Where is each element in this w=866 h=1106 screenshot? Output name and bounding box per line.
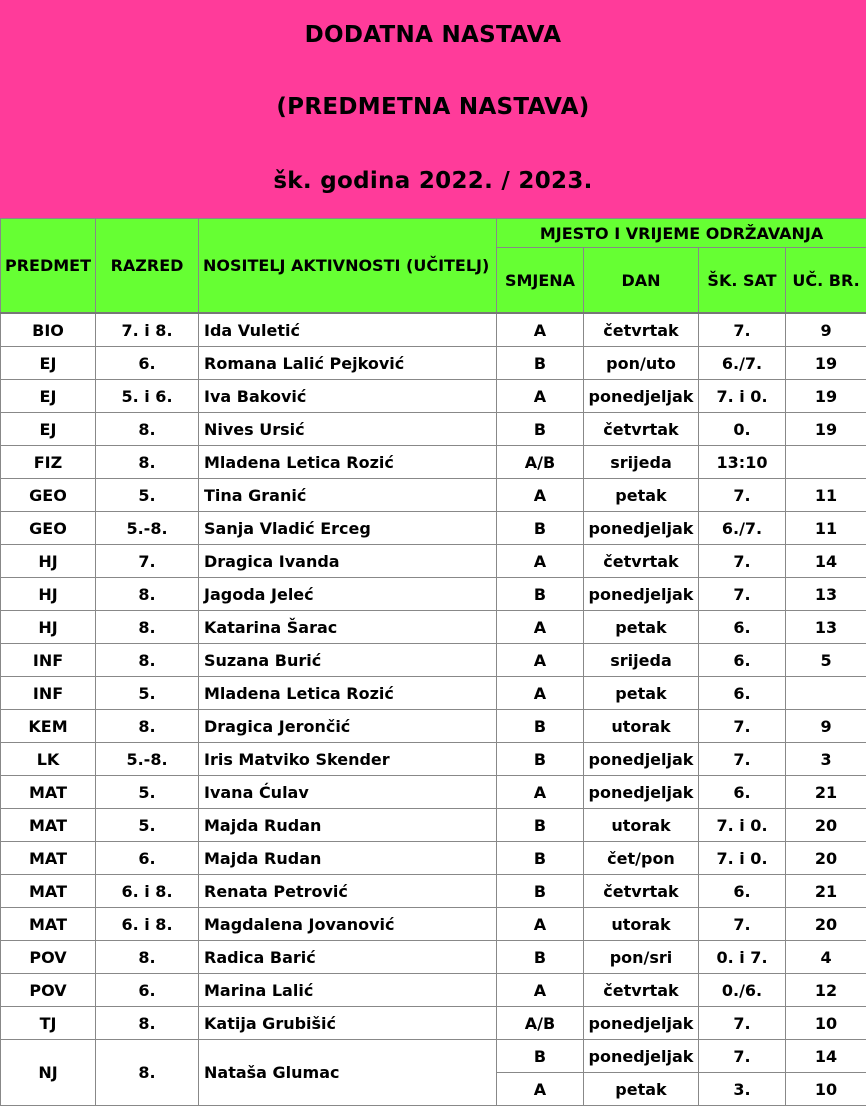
cell-smjena: A	[497, 313, 584, 347]
cell-ucbr: 10	[786, 1007, 866, 1040]
cell-nositelj: Mladena Letica Rozić	[199, 677, 497, 710]
cell-smjena: B	[497, 413, 584, 446]
cell-dan: srijeda	[584, 644, 699, 677]
cell-smjena: A/B	[497, 1007, 584, 1040]
cell-ucbr: 11	[786, 512, 866, 545]
cell-smjena: A	[497, 611, 584, 644]
cell-ucbr: 20	[786, 809, 866, 842]
cell-ucbr: 20	[786, 908, 866, 941]
cell-dan: ponedjeljak	[584, 380, 699, 413]
cell-ucbr: 13	[786, 578, 866, 611]
cell-smjena: B	[497, 578, 584, 611]
cell-dan: utorak	[584, 908, 699, 941]
cell-razred: 8.	[96, 578, 199, 611]
cell-dan: petak	[584, 611, 699, 644]
header-nositelj: NOSITELJ AKTIVNOSTI (UČITELJ)	[199, 219, 497, 314]
table-row	[1, 313, 866, 347]
cell-predmet: FIZ	[1, 446, 96, 479]
cell-nositelj: Jagoda Jeleć	[199, 578, 497, 611]
cell-predmet: GEO	[1, 512, 96, 545]
cell-smjena: B	[497, 1040, 584, 1073]
cell-nositelj: Romana Lalić Pejković	[199, 347, 497, 380]
cell-smjena: B	[497, 842, 584, 875]
cell-predmet: EJ	[1, 380, 96, 413]
cell-sat: 7.	[699, 1007, 786, 1040]
cell-predmet: POV	[1, 941, 96, 974]
cell-ucbr: 12	[786, 974, 866, 1007]
cell-razred: 5.	[96, 479, 199, 512]
cell-predmet: MAT	[1, 875, 96, 908]
cell-sat: 7.	[699, 578, 786, 611]
cell-dan: ponedjeljak	[584, 578, 699, 611]
cell-sat: 7.	[699, 479, 786, 512]
cell-predmet: EJ	[1, 347, 96, 380]
cell-predmet: TJ	[1, 1007, 96, 1040]
cell-razred: 8.	[96, 1040, 199, 1106]
cell-sat: 7. i 0.	[699, 380, 786, 413]
cell-nositelj: Tina Granić	[199, 479, 497, 512]
cell-razred: 8.	[96, 710, 199, 743]
cell-nositelj: Suzana Burić	[199, 644, 497, 677]
cell-nositelj: Nives Ursić	[199, 413, 497, 446]
cell-razred: 6. i 8.	[96, 875, 199, 908]
cell-ucbr: 19	[786, 347, 866, 380]
cell-sat: 13:10	[699, 446, 786, 479]
cell-predmet: LK	[1, 743, 96, 776]
header-sat: ŠK. SAT	[699, 248, 786, 314]
cell-ucbr	[786, 446, 866, 479]
cell-sat: 7.	[699, 743, 786, 776]
cell-nositelj: Majda Rudan	[199, 842, 497, 875]
cell-dan: četvrtak	[584, 875, 699, 908]
cell-sat: 7.	[699, 710, 786, 743]
cell-nositelj: Magdalena Jovanović	[199, 908, 497, 941]
table-row	[1, 1007, 866, 1040]
cell-predmet: POV	[1, 974, 96, 1007]
header-predmet: PREDMET	[1, 219, 96, 314]
cell-smjena: A	[497, 479, 584, 512]
cell-razred: 8.	[96, 611, 199, 644]
cell-dan: utorak	[584, 809, 699, 842]
cell-razred: 5.	[96, 809, 199, 842]
cell-sat: 6.	[699, 677, 786, 710]
cell-predmet: MAT	[1, 908, 96, 941]
cell-predmet: INF	[1, 677, 96, 710]
cell-dan: utorak	[584, 710, 699, 743]
cell-smjena: A	[497, 380, 584, 413]
cell-ucbr: 19	[786, 413, 866, 446]
cell-smjena: A	[497, 644, 584, 677]
cell-ucbr: 14	[786, 1040, 866, 1073]
table-row	[1, 974, 866, 1007]
cell-ucbr: 14	[786, 545, 866, 578]
table-row	[1, 347, 866, 380]
cell-ucbr: 9	[786, 710, 866, 743]
cell-predmet: HJ	[1, 611, 96, 644]
table-row	[1, 908, 866, 941]
school-year: šk. godina 2022. / 2023.	[273, 168, 593, 194]
cell-sat: 6.	[699, 644, 786, 677]
cell-predmet: HJ	[1, 545, 96, 578]
cell-dan: ponedjeljak	[584, 512, 699, 545]
cell-ucbr	[786, 677, 866, 710]
header-smjena: SMJENA	[497, 248, 584, 314]
cell-predmet: MAT	[1, 776, 96, 809]
table-row	[1, 380, 866, 413]
cell-predmet: BIO	[1, 313, 96, 347]
cell-dan: ponedjeljak	[584, 1007, 699, 1040]
table-row	[1, 842, 866, 875]
table-row	[1, 512, 866, 545]
cell-predmet: HJ	[1, 578, 96, 611]
cell-razred: 5. i 6.	[96, 380, 199, 413]
cell-razred: 8.	[96, 446, 199, 479]
cell-predmet: KEM	[1, 710, 96, 743]
cell-nositelj: Ivana Ćulav	[199, 776, 497, 809]
cell-nositelj: Renata Petrović	[199, 875, 497, 908]
cell-dan: ponedjeljak	[584, 1040, 699, 1073]
page-subtitle: (PREDMETNA NASTAVA)	[276, 94, 590, 120]
cell-smjena: A	[497, 677, 584, 710]
cell-smjena: B	[497, 743, 584, 776]
cell-smjena: A/B	[497, 446, 584, 479]
cell-nositelj: Dragica Jerončić	[199, 710, 497, 743]
title-banner	[0, 0, 866, 218]
cell-smjena: A	[497, 776, 584, 809]
cell-nositelj: Katarina Šarac	[199, 611, 497, 644]
cell-sat: 3.	[699, 1073, 786, 1106]
cell-dan: petak	[584, 677, 699, 710]
table-row	[1, 545, 866, 578]
cell-dan: ponedjeljak	[584, 743, 699, 776]
cell-predmet: MAT	[1, 842, 96, 875]
cell-dan: srijeda	[584, 446, 699, 479]
cell-razred: 5.-8.	[96, 743, 199, 776]
cell-dan: pon/sri	[584, 941, 699, 974]
cell-nositelj: Ida Vuletić	[199, 313, 497, 347]
table-row	[1, 446, 866, 479]
table-row	[1, 941, 866, 974]
page-title: DODATNA NASTAVA	[304, 22, 562, 48]
table-row	[1, 578, 866, 611]
cell-razred: 5.-8.	[96, 512, 199, 545]
cell-razred: 6.	[96, 974, 199, 1007]
cell-nositelj: Iris Matviko Skender	[199, 743, 497, 776]
cell-ucbr: 13	[786, 611, 866, 644]
cell-dan: petak	[584, 1073, 699, 1106]
cell-nositelj: Iva Baković	[199, 380, 497, 413]
cell-dan: četvrtak	[584, 413, 699, 446]
table-row	[1, 743, 866, 776]
cell-dan: ponedjeljak	[584, 776, 699, 809]
cell-sat: 7. i 0.	[699, 842, 786, 875]
cell-sat: 6.	[699, 875, 786, 908]
cell-sat: 7.	[699, 313, 786, 347]
cell-sat: 7.	[699, 908, 786, 941]
table-row	[1, 710, 866, 743]
cell-razred: 5.	[96, 776, 199, 809]
table-body	[1, 313, 866, 1106]
cell-sat: 0.	[699, 413, 786, 446]
table-row	[1, 611, 866, 644]
cell-smjena: A	[497, 908, 584, 941]
table-row	[1, 776, 866, 809]
cell-nositelj: Mladena Letica Rozić	[199, 446, 497, 479]
cell-ucbr: 4	[786, 941, 866, 974]
cell-smjena: B	[497, 941, 584, 974]
cell-razred: 5.	[96, 677, 199, 710]
cell-predmet: NJ	[1, 1040, 96, 1106]
cell-smjena: B	[497, 710, 584, 743]
cell-nositelj: Majda Rudan	[199, 809, 497, 842]
cell-dan: pon/uto	[584, 347, 699, 380]
schedule-table	[0, 218, 866, 1106]
table-row	[1, 413, 866, 446]
cell-ucbr: 21	[786, 875, 866, 908]
cell-nositelj: Dragica Ivanda	[199, 545, 497, 578]
cell-dan: četvrtak	[584, 313, 699, 347]
table-row	[1, 875, 866, 908]
cell-razred: 6.	[96, 842, 199, 875]
cell-nositelj: Sanja Vladić Erceg	[199, 512, 497, 545]
cell-ucbr: 19	[786, 380, 866, 413]
table-row	[1, 644, 866, 677]
cell-smjena: B	[497, 875, 584, 908]
cell-sat: 0./6.	[699, 974, 786, 1007]
cell-sat: 7.	[699, 1040, 786, 1073]
cell-smjena: B	[497, 512, 584, 545]
cell-razred: 6.	[96, 347, 199, 380]
cell-nositelj: Nataša Glumac	[199, 1040, 497, 1106]
table-row	[1, 1040, 866, 1073]
header-group: MJESTO I VRIJEME ODRŽAVANJA	[497, 219, 866, 248]
cell-smjena: A	[497, 1073, 584, 1106]
cell-razred: 7.	[96, 545, 199, 578]
cell-smjena: A	[497, 974, 584, 1007]
cell-smjena: B	[497, 347, 584, 380]
cell-razred: 7. i 8.	[96, 313, 199, 347]
cell-sat: 6.	[699, 611, 786, 644]
cell-ucbr: 11	[786, 479, 866, 512]
cell-sat: 7. i 0.	[699, 809, 786, 842]
table-row	[1, 479, 866, 512]
cell-sat: 0. i 7.	[699, 941, 786, 974]
cell-ucbr: 3	[786, 743, 866, 776]
cell-ucbr: 9	[786, 313, 866, 347]
cell-ucbr: 21	[786, 776, 866, 809]
header-ucbr: UČ. BR.	[786, 248, 866, 314]
cell-razred: 8.	[96, 1007, 199, 1040]
cell-dan: petak	[584, 479, 699, 512]
cell-predmet: INF	[1, 644, 96, 677]
cell-sat: 6./7.	[699, 347, 786, 380]
table-row	[1, 809, 866, 842]
cell-sat: 7.	[699, 545, 786, 578]
cell-dan: čet/pon	[584, 842, 699, 875]
cell-predmet: MAT	[1, 809, 96, 842]
cell-nositelj: Katija Grubišić	[199, 1007, 497, 1040]
header-razred: RAZRED	[96, 219, 199, 314]
cell-razred: 6. i 8.	[96, 908, 199, 941]
cell-dan: četvrtak	[584, 545, 699, 578]
cell-nositelj: Marina Lalić	[199, 974, 497, 1007]
cell-razred: 8.	[96, 413, 199, 446]
cell-smjena: A	[497, 545, 584, 578]
cell-sat: 6.	[699, 776, 786, 809]
cell-predmet: GEO	[1, 479, 96, 512]
cell-razred: 8.	[96, 644, 199, 677]
cell-ucbr: 5	[786, 644, 866, 677]
cell-predmet: EJ	[1, 413, 96, 446]
header-dan: DAN	[584, 248, 699, 314]
cell-nositelj: Radica Barić	[199, 941, 497, 974]
cell-dan: četvrtak	[584, 974, 699, 1007]
table-row	[1, 677, 866, 710]
cell-razred: 8.	[96, 941, 199, 974]
cell-sat: 6./7.	[699, 512, 786, 545]
cell-ucbr: 20	[786, 842, 866, 875]
cell-ucbr: 10	[786, 1073, 866, 1106]
cell-smjena: B	[497, 809, 584, 842]
